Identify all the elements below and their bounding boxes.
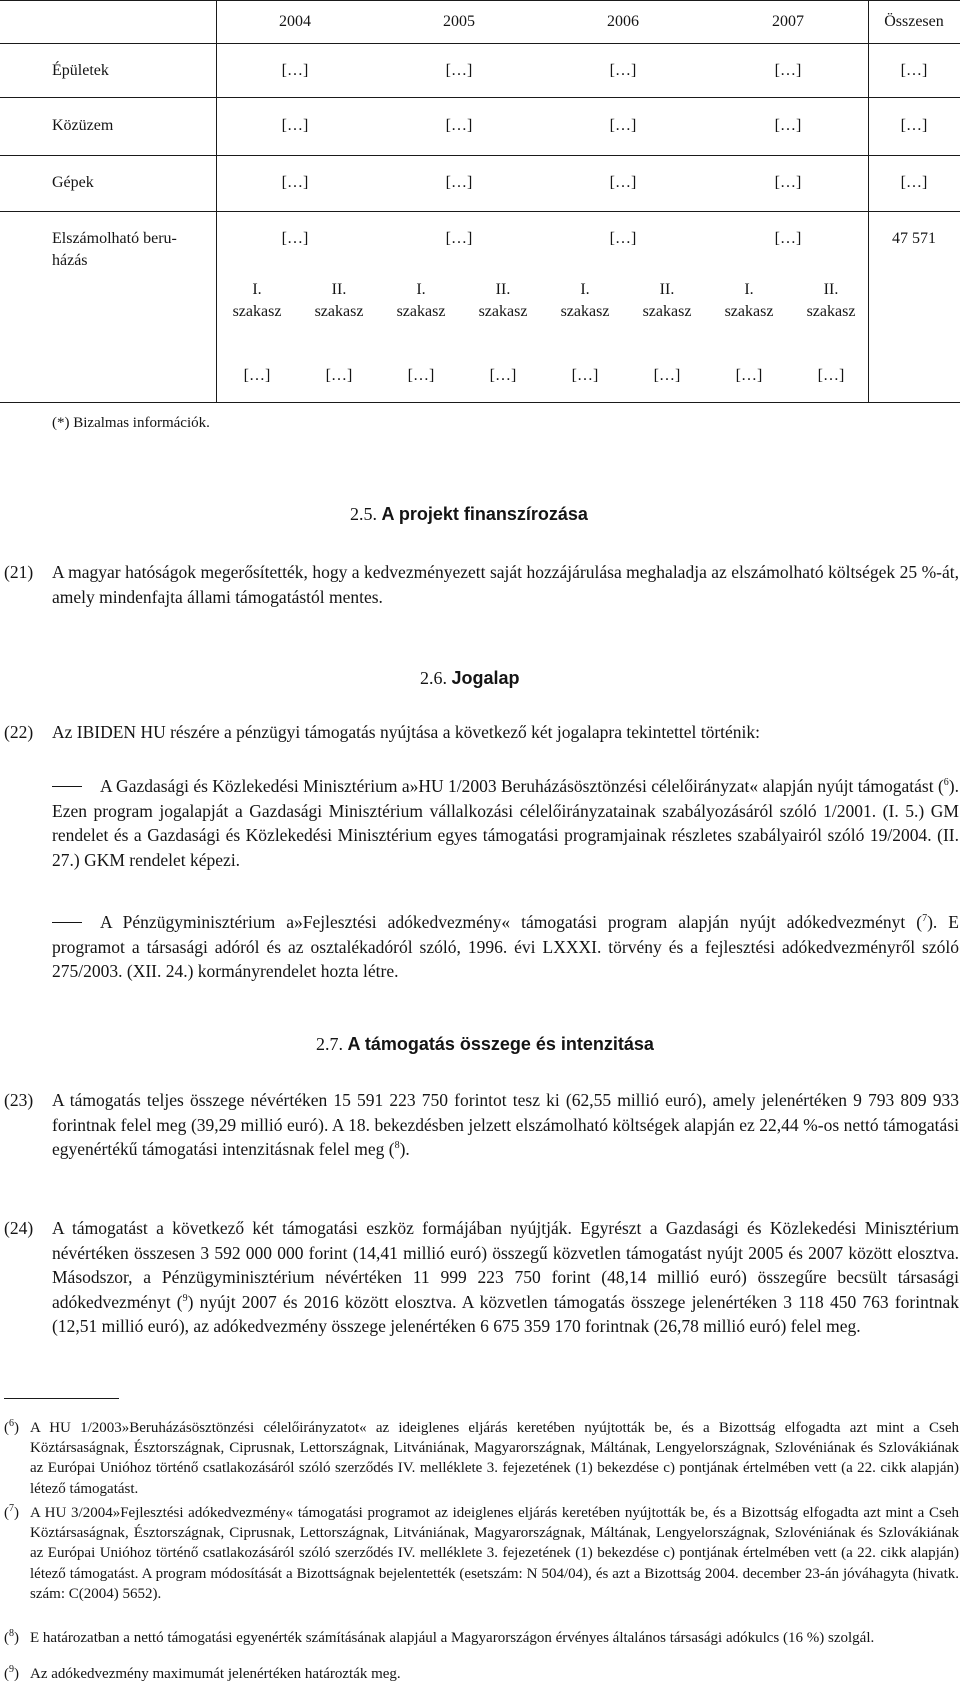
phase-word: szakasz <box>314 303 364 320</box>
bullet-text: ). Ezen program jogalapját a Gazdasági Minisztérium vállalkozási célelőirányzatainak szabályozásáról szóló 1/2001. (I. 5.) GM rendelet és a Gazdasági és Közlekedési Minisztérium egyes támogatási programjainak részletes szabályairól szóló 19/2004. (II. 27.) GKM rendelet képezi. <box>52 776 959 870</box>
phase-value: […] <box>817 367 845 384</box>
footnote-number: ($^6$) <box>4 1418 19 1436</box>
footnote-mark: 7 <box>9 1503 14 1514</box>
footnote-number: ($^7$) <box>4 1503 19 1521</box>
paragraph-21: A magyar hatóságok megerősítették, hogy a kedvezményezett saját hozzájárulása meghaladja az elszámolható költségek 25 %-át, amely mindenfajta állami támogatástól mentes. <box>52 562 959 607</box>
bullet-item <box>52 774 959 872</box>
phase-label <box>790 279 872 323</box>
table-cell: […] <box>281 62 309 79</box>
phase-number: I. <box>416 281 426 298</box>
table-cell: […] <box>609 174 637 191</box>
table-cell: […] <box>445 117 473 134</box>
phase-value: […] <box>407 367 435 384</box>
table-cell: […] <box>609 230 637 247</box>
row-label: Épületek <box>52 62 109 79</box>
table-top-border <box>0 0 960 1</box>
phase-number: I. <box>744 281 754 298</box>
paragraph-24 <box>52 1216 959 1339</box>
footnote-text: A HU 3/2004»Fejlesztési adókedvezmény« támogatási programot az ideiglenes eljárás keretében nyújtották be, és a Bizottság elfogadta azt mint a Cseh Köztársaságnak, Észtországnak, Ciprusnak, Lettországnak, Litvániának, Magyarországnak, Máltának, Lengyelországnak, Szlovéniának és Szlovákiának az Európai Unióhoz történő csatlakozásáról szóló szerződés IV. melléklete 3. fejezetének (1) bekezdése c) pontjának értelmében vett (a 22. cikk alapján) létező támogatást. A program módosítását a Bizottságnak bejelentették (esetszám: N 504/04), és azt a Bizottság 2004. december 23-án jóváhagyta (hivatk. szám: C(2004) 5652). <box>30 1505 959 1602</box>
footnote-ref: 7 <box>922 913 928 925</box>
table-cell: […] <box>900 62 928 79</box>
table-cell: […] <box>281 117 309 134</box>
paragraph-number: (24) <box>4 1218 34 1238</box>
table-row-divider <box>0 155 960 156</box>
paragraph-text: ). <box>399 1139 410 1159</box>
footnote-ref: 9 <box>182 1292 188 1304</box>
footnote-mark: 6 <box>9 1418 14 1429</box>
phase-word: szakasz <box>232 303 282 320</box>
phase-number: II. <box>331 281 347 298</box>
bullet-item <box>52 910 959 984</box>
table-cell: […] <box>445 62 473 79</box>
phase-number: II. <box>823 281 839 298</box>
phase-number: I. <box>580 281 590 298</box>
table-cell: […] <box>774 117 802 134</box>
section-number: 2.7. <box>316 1034 343 1054</box>
paragraph-22: Az IBIDEN HU részére a pénzügyi támogatás nyújtása a következő két jogalapra tekintettel történik: <box>52 722 760 742</box>
confidential-note: (*) Bizalmas információk. <box>52 415 210 431</box>
table-cell: […] <box>281 174 309 191</box>
total-header: Összesen <box>884 13 944 30</box>
phase-word: szakasz <box>478 303 528 320</box>
footnote-number: ($^9$) <box>4 1664 19 1682</box>
section-title: Jogalap <box>451 668 520 688</box>
paragraph-number: (22) <box>4 722 34 742</box>
year-header: 2006 <box>607 13 639 30</box>
table-cell: 47 571 <box>892 230 936 247</box>
section-heading-2-6 <box>420 666 520 690</box>
paragraph-text: A támogatást a következő két támogatási eszköz formájában nyújtják. Egyrészt a Gazdasági és Közlekedési Minisztérium névértéken összesen 3 592 000 000 forint (14,41 millió euró) összegű közvetlen támogatást nyújt 2005 és 2007 között elosztva. Másodszor, a Pénzügyminisztérium névértéken 11 999 223 750 forint (48,14 millió euró) összegűre becsült társasági adókedvezményt ( <box>52 1218 959 1312</box>
bullet-text: ). E programot a társasági adóról és az osztalékadóról szóló, 1996. évi LXXXI. törvény és a fejlesztési adókedvezményről szóló 275/2003. (XII. 24.) kormányrendelet hozta létre. <box>52 912 959 981</box>
table-row-divider <box>0 211 960 212</box>
footnote-ref: 8 <box>394 1140 400 1152</box>
footnote-text: Az adókedvezmény maximumát jelenértéken határozták meg. <box>30 1666 401 1682</box>
phase-label <box>626 279 708 323</box>
row-label-line1: Elszámolható beru- <box>52 230 177 247</box>
bullet-text: A Gazdasági és Közlekedési Minisztérium a»HU 1/2003 Beruházásösztönzési célelőirányzat« alapján nyújt támogatást ( <box>100 776 944 796</box>
footnote-mark: 8 <box>9 1628 14 1639</box>
phase-value: […] <box>325 367 353 384</box>
row-label-line2: házás <box>52 252 88 269</box>
phase-value: […] <box>653 367 681 384</box>
table-cell: […] <box>774 230 802 247</box>
year-header: 2005 <box>443 13 475 30</box>
phase-value: […] <box>243 367 271 384</box>
phase-word: szakasz <box>642 303 692 320</box>
row-label: Közüzem <box>52 117 114 134</box>
footnote-separator <box>4 1398 119 1399</box>
phase-word: szakasz <box>724 303 774 320</box>
bullet-text: A Pénzügyminisztérium a»Fejlesztési adókedvezmény« támogatási program alapján nyújt adókedvezményt ( <box>100 912 923 932</box>
phase-word: szakasz <box>560 303 610 320</box>
row-label: Gépek <box>52 174 94 191</box>
table-bottom-border <box>0 402 960 403</box>
phase-label <box>708 279 790 323</box>
table-cell: […] <box>900 117 928 134</box>
table-cell: […] <box>774 62 802 79</box>
section-title: A projekt finanszírozása <box>381 504 588 524</box>
phase-number: II. <box>495 281 511 298</box>
section-title: A támogatás összege és intenzitása <box>347 1034 654 1054</box>
phase-label <box>544 279 626 323</box>
paragraph-number: (21) <box>4 562 34 582</box>
year-header: 2007 <box>772 13 804 30</box>
table-cell: […] <box>445 174 473 191</box>
phase-label <box>298 279 380 323</box>
phase-label <box>216 279 298 323</box>
table-row-divider <box>0 43 960 44</box>
footnote-text: E határozatban a nettó támogatási egyenérték számításának alapjául a Magyarországon érvényes általános társasági adókulcs (16 %) szolgál. <box>30 1630 875 1646</box>
table-cell: […] <box>900 174 928 191</box>
table-cell: […] <box>281 230 309 247</box>
phase-label <box>380 279 462 323</box>
phase-word: szakasz <box>396 303 446 320</box>
footnote-mark: 9 <box>9 1664 14 1675</box>
table-cell: […] <box>609 117 637 134</box>
section-number: 2.6. <box>420 668 447 688</box>
phase-word: szakasz <box>806 303 856 320</box>
section-heading-2-7 <box>316 1032 654 1056</box>
table-cell: […] <box>445 230 473 247</box>
footnote-text: A HU 1/2003»Beruházásösztönzési célelőirányzatot« az ideiglenes eljárás keretében nyújtották be, és a Bizottság elfogadta azt mint a Cseh Köztársaságnak, Észtországnak, Ciprusnak, Lettországnak, Litvániának, Magyarországnak, Máltának, Lengyelországnak, Szlovéniának és Szlovákiának az Európai Unióhoz történő csatlakozásáról szóló szerződés IV. melléklete 3. fejezetének (1) bekezdése c) pontjának értelmében vett (a 22. cikk alapján) létező támogatást. <box>30 1420 959 1497</box>
year-header: 2004 <box>279 13 311 30</box>
paragraph-number: (23) <box>4 1090 34 1110</box>
paragraph-text: ) nyújt 2007 és 2016 között elosztva. A közvetlen támogatás összege jelenértéken 3 118 450 763 forintnak (12,51 millió euró), az adókedvezmény összege jelenértéken 6 675 359 170 forintnak (26,78 millió euró) felel meg. <box>52 1291 959 1336</box>
table-cell: […] <box>609 62 637 79</box>
section-heading-2-5 <box>350 502 588 526</box>
table-cell: […] <box>774 174 802 191</box>
phase-number: I. <box>252 281 262 298</box>
section-number: 2.5. <box>350 504 377 524</box>
footnote-number: ($^8$) <box>4 1628 19 1646</box>
paragraph-text: A támogatás teljes összege névértéken 15 591 223 750 forintot tesz ki (62,55 millió euró), amely jelenértéken 9 793 809 933 forintnak felel meg (39,29 millió euró). A 18. bekezdésben jelzett elszámolható költségek alapján ez 22,44 %-os nettó támogatási egyenértékű támogatási intenzitásnak felel meg ( <box>52 1090 959 1159</box>
phase-value: […] <box>735 367 763 384</box>
phase-value: […] <box>571 367 599 384</box>
table-row-divider <box>0 97 960 98</box>
phase-label <box>462 279 544 323</box>
table-column-divider <box>216 0 217 402</box>
paragraph-23 <box>52 1088 959 1162</box>
footnote-ref: 6 <box>943 777 949 789</box>
phase-number: II. <box>659 281 675 298</box>
phase-value: […] <box>489 367 517 384</box>
